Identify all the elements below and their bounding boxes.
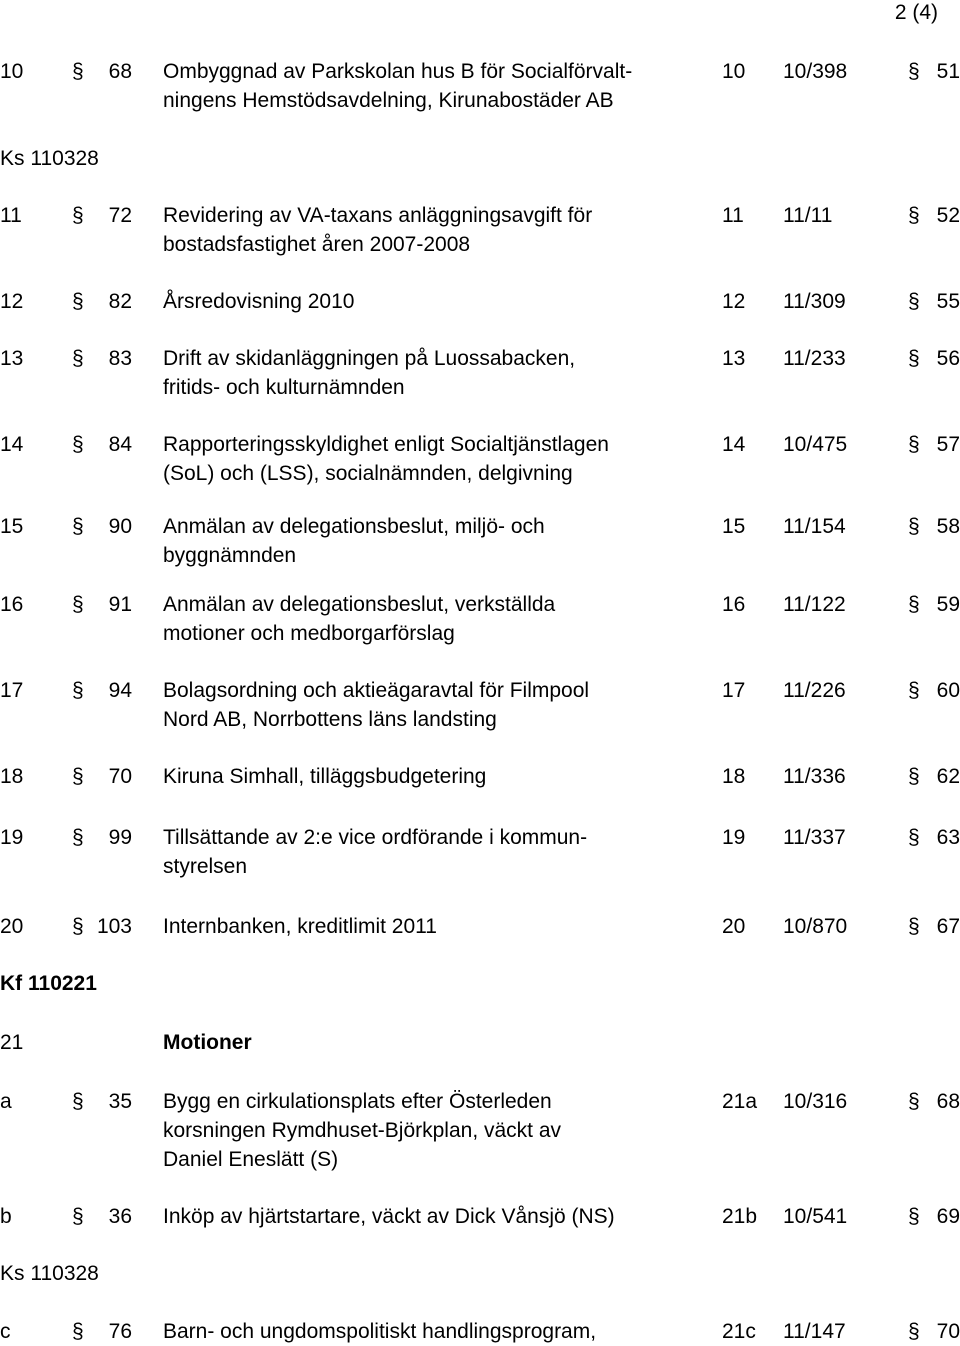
page-ref-number: 70: [936, 1320, 960, 1343]
section-sign-icon: §: [72, 204, 84, 227]
page-ref-number: 57: [936, 433, 960, 456]
agenda-item-number: 10: [722, 60, 746, 83]
diary-number: 11/336: [783, 765, 846, 788]
diary-number: 11/147: [783, 1320, 846, 1343]
title-line: Kiruna Simhall, tilläggsbudgetering: [163, 765, 487, 788]
title-line: Internbanken, kreditlimit 2011: [163, 915, 437, 938]
item-number: 18: [0, 765, 24, 788]
item-title: [163, 287, 683, 316]
agenda-item-number: 21b: [722, 1205, 758, 1228]
item-title: [163, 1317, 683, 1346]
section-sign-icon: §: [908, 347, 920, 370]
title-line: fritids- och kulturnämnden: [163, 376, 405, 399]
agenda-item-number: 20: [722, 915, 746, 938]
item-number: 14: [0, 433, 24, 456]
item-title: [163, 762, 683, 791]
item-number: 17: [0, 679, 24, 702]
title-line: Ombyggnad av Parkskolan hus B för Socialförvalt-: [163, 60, 633, 83]
paragraph-number: 90: [108, 515, 132, 538]
page-ref-number: 58: [936, 515, 960, 538]
item-title: [163, 676, 683, 734]
item-title: [163, 512, 683, 570]
item-title: [163, 344, 683, 402]
item-title: [163, 201, 683, 259]
section-sign-icon: §: [908, 204, 920, 227]
agenda-item-number: 12: [722, 290, 746, 313]
title-line: motioner och medborgarförslag: [163, 622, 455, 645]
section-sign-icon: §: [908, 60, 920, 83]
item-number: 10: [0, 60, 24, 83]
item-title: [163, 1028, 683, 1057]
section-sign-icon: §: [72, 1090, 84, 1113]
agenda-item-number: 21c: [722, 1320, 756, 1343]
paragraph-number: 103: [96, 915, 132, 938]
section-sign-icon: §: [72, 679, 84, 702]
item-number: c: [0, 1320, 11, 1343]
page-ref-number: 51: [936, 60, 960, 83]
title-line: Nord AB, Norrbottens läns landsting: [163, 708, 497, 731]
agenda-item-number: 21a: [722, 1090, 758, 1113]
section-sign-icon: §: [72, 433, 84, 456]
section-heading: Ks 110328: [0, 1262, 99, 1285]
section-sign-icon: §: [908, 1205, 920, 1228]
title-line: Motioner: [163, 1031, 252, 1054]
section-sign-icon: §: [72, 765, 84, 788]
section-sign-icon: §: [908, 593, 920, 616]
page-ref-number: 68: [936, 1090, 960, 1113]
title-line: Drift av skidanläggningen på Luossabacken,: [163, 347, 576, 370]
section-sign-icon: §: [908, 433, 920, 456]
item-title: [163, 430, 683, 488]
section-sign-icon: §: [908, 290, 920, 313]
item-number: 16: [0, 593, 24, 616]
title-line: Daniel Eneslätt (S): [163, 1148, 339, 1171]
diary-number: 11/122: [783, 593, 846, 616]
diary-number: 10/398: [783, 60, 848, 83]
item-title: [163, 1202, 683, 1231]
item-number: 11: [0, 204, 22, 227]
section-sign-icon: §: [72, 290, 84, 313]
page-ref-number: 62: [936, 765, 960, 788]
page-ref-number: 59: [936, 593, 960, 616]
diary-number: 10/316: [783, 1090, 848, 1113]
item-number: 12: [0, 290, 24, 313]
diary-number: 11/11: [783, 204, 833, 227]
title-line: (SoL) och (LSS), socialnämnden, delgivning: [163, 462, 573, 485]
page-ref-number: 56: [936, 347, 960, 370]
paragraph-number: 72: [108, 204, 132, 227]
title-line: Bygg en cirkulationsplats efter Österleden: [163, 1090, 552, 1113]
paragraph-number: 83: [108, 347, 132, 370]
diary-number: 11/233: [783, 347, 846, 370]
paragraph-number: 70: [108, 765, 132, 788]
item-title: [163, 912, 683, 941]
item-number: b: [0, 1205, 12, 1228]
title-line: ningens Hemstödsavdelning, Kirunabostäder AB: [163, 89, 614, 112]
diary-number: 10/541: [783, 1205, 848, 1228]
paragraph-number: 35: [108, 1090, 132, 1113]
section-sign-icon: §: [72, 515, 84, 538]
title-line: Årsredovisning 2010: [163, 290, 355, 313]
diary-number: 10/870: [783, 915, 848, 938]
section-sign-icon: §: [72, 60, 84, 83]
section-sign-icon: §: [908, 679, 920, 702]
page-ref-number: 67: [936, 915, 960, 938]
section-heading: Kf 110221: [0, 972, 97, 995]
section-heading: Ks 110328: [0, 147, 99, 170]
agenda-item-number: 13: [722, 347, 746, 370]
section-sign-icon: §: [72, 1320, 84, 1343]
item-number: 21: [0, 1031, 24, 1054]
paragraph-number: 91: [108, 593, 132, 616]
section-sign-icon: §: [908, 826, 920, 849]
diary-number: 11/154: [783, 515, 846, 538]
title-line: Tillsättande av 2:e vice ordförande i kommun-: [163, 826, 588, 849]
page-ref-number: 55: [936, 290, 960, 313]
diary-number: 11/226: [783, 679, 846, 702]
agenda-item-number: 16: [722, 593, 746, 616]
item-title: [163, 1087, 683, 1174]
agenda-item-number: 15: [722, 515, 746, 538]
item-number: 13: [0, 347, 24, 370]
diary-number: 11/337: [783, 826, 846, 849]
paragraph-number: 36: [108, 1205, 132, 1228]
item-number: 15: [0, 515, 24, 538]
section-sign-icon: §: [908, 515, 920, 538]
title-line: byggnämnden: [163, 544, 297, 567]
section-sign-icon: §: [72, 826, 84, 849]
section-sign-icon: §: [908, 1320, 920, 1343]
section-sign-icon: §: [908, 915, 920, 938]
diary-number: 11/309: [783, 290, 846, 313]
paragraph-number: 76: [108, 1320, 132, 1343]
title-line: styrelsen: [163, 855, 248, 878]
paragraph-number: 84: [108, 433, 132, 456]
title-line: bostadsfastighet åren 2007-2008: [163, 233, 471, 256]
title-line: Anmälan av delegationsbeslut, verkställda: [163, 593, 556, 616]
page-ref-number: 69: [936, 1205, 960, 1228]
item-number: 20: [0, 915, 24, 938]
title-line: korsningen Rymdhuset-Björkplan, väckt av: [163, 1119, 562, 1142]
section-sign-icon: §: [908, 1090, 920, 1113]
diary-number: 10/475: [783, 433, 848, 456]
section-sign-icon: §: [72, 1205, 84, 1228]
title-line: Inköp av hjärtstartare, väckt av Dick Vånsjö (NS): [163, 1205, 615, 1228]
item-title: [163, 57, 683, 115]
title-line: Revidering av VA-taxans anläggningsavgift för: [163, 204, 593, 227]
section-sign-icon: §: [72, 915, 84, 938]
item-title: [163, 823, 683, 881]
paragraph-number: 68: [108, 60, 132, 83]
section-sign-icon: §: [72, 593, 84, 616]
agenda-item-number: 19: [722, 826, 746, 849]
paragraph-number: 99: [108, 826, 132, 849]
paragraph-number: 82: [108, 290, 132, 313]
title-line: Rapporteringsskyldighet enligt Socialtjänstlagen: [163, 433, 609, 456]
agenda-item-number: 17: [722, 679, 746, 702]
item-number: a: [0, 1090, 12, 1113]
agenda-item-number: 18: [722, 765, 746, 788]
title-line: Barn- och ungdomspolitiskt handlingsprogram,: [163, 1320, 597, 1343]
page-ref-number: 63: [936, 826, 960, 849]
agenda-item-number: 11: [722, 204, 744, 227]
section-sign-icon: §: [72, 347, 84, 370]
title-line: Bolagsordning och aktieägaravtal för Filmpool: [163, 679, 590, 702]
item-number: 19: [0, 826, 24, 849]
item-title: [163, 590, 683, 648]
agenda-item-number: 14: [722, 433, 746, 456]
page-ref-number: 60: [936, 679, 960, 702]
title-line: Anmälan av delegationsbeslut, miljö- och: [163, 515, 545, 538]
page-number: 2 (4): [894, 1, 938, 24]
paragraph-number: 94: [108, 679, 132, 702]
page-ref-number: 52: [936, 204, 960, 227]
section-sign-icon: §: [908, 765, 920, 788]
